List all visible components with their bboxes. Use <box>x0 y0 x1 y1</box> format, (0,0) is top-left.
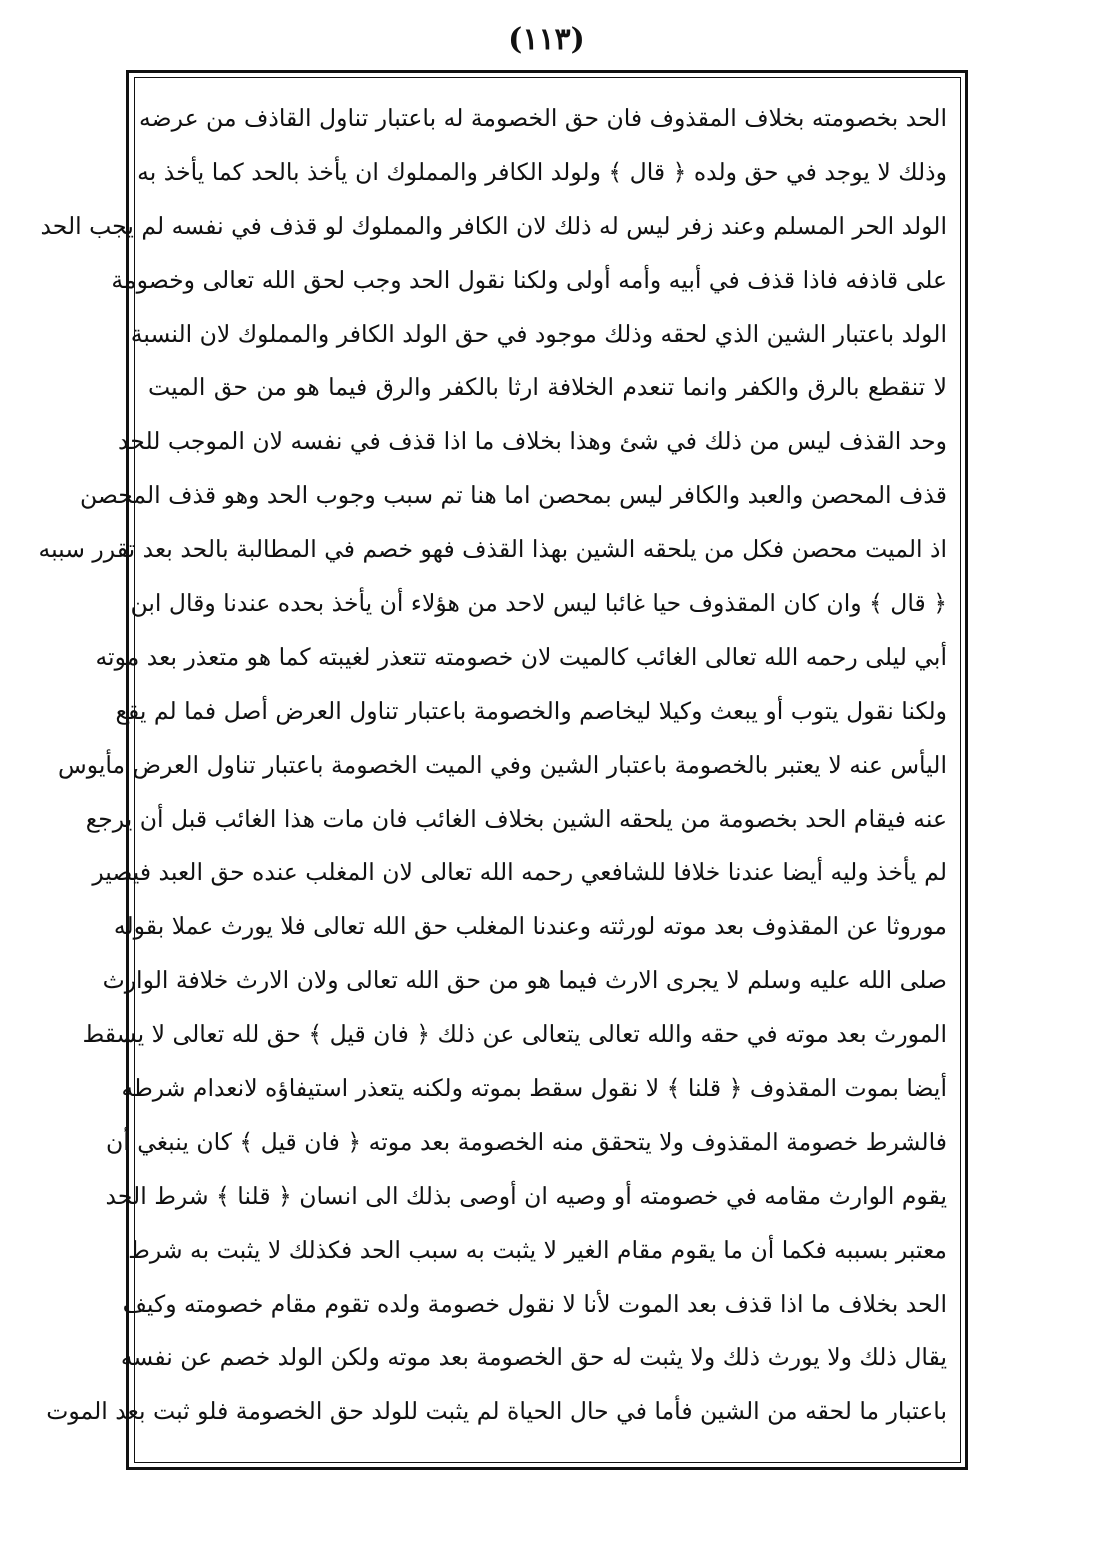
text-line: ﴿ قال ﴾ وان كان المقذوف حيا غائبا ليس لاحد من هؤلاء أن يأخذ بحده عندنا وقال ابن <box>130 589 947 618</box>
text-line: صلى الله عليه وسلم لا يجرى الارث فيما هو من حق الله تعالى ولان الارث خلافة الوارث <box>102 966 947 995</box>
text-line: عنه فيقام الحد بخصومة من يلحقه الشين بخلاف الغائب فان مات هذا الغائب قبل أن يرجع <box>85 804 947 833</box>
text-line: المورث بعد موته في حقه والله تعالى يتعالى عن ذلك ﴿ فان قيل ﴾ حق لله تعالى لا يسقط <box>82 1020 947 1049</box>
text-line: باعتبار ما لحقه من الشين فأما في حال الحياة لم يثبت للولد حق الخصومة فلو ثبت بعد الموت <box>46 1397 947 1426</box>
text-line: وذلك لا يوجد في حق ولده ﴿ قال ﴾ ولولد الكافر والمملوك ان يأخذ بالحد كما يأخذ به <box>137 157 947 186</box>
text-line: لا تنقطع بالرق والكفر وانما تنعدم الخلافة ارثا بالكفر والرق فيما هو من حق الميت <box>148 373 947 402</box>
text-line: على قاذفه فاذا قذف في أبيه وأمه أولى ولكنا نقول الحد وجب لحق الله تعالى وخصومة <box>111 265 947 294</box>
text-line: الحد بخلاف ما اذا قذف بعد الموت لأنا لا نقول خصومة ولده تقوم مقام خصومته وكيف <box>122 1289 947 1318</box>
text-line: فالشرط خصومة المقذوف ولا يتحقق منه الخصومة بعد موته ﴿ فان قيل ﴾ كان ينبغي أن <box>105 1127 947 1156</box>
text-line: معتبر بسببه فكما أن ما يقوم مقام الغير لا يثبت به سبب الحد فكذلك لا يثبت به شرط <box>128 1235 947 1264</box>
text-line: يقال ذلك ولا يورث ذلك ولا يثبت له حق الخصومة بعد موته ولكن الولد خصم عن نفسه <box>120 1343 947 1372</box>
text-line: لم يأخذ وليه أيضا عندنا خلافا للشافعي رحمه الله تعالى لان المغلب عنده حق العبد فيصير <box>92 858 947 887</box>
text-line: أبي ليلى رحمه الله تعالى الغائب كالميت لان خصومته تتعذر لغيبته كما هو متعذر بعد موته <box>95 642 947 671</box>
text-line: اليأس عنه لا يعتبر بالخصومة باعتبار الشين وفي الميت الخصومة باعتبار تناول العرض مأيوس <box>58 750 947 779</box>
page-number: (١١٣) <box>508 22 585 57</box>
text-line: وحد القذف ليس من ذلك في شئ وهذا بخلاف ما اذا قذف في نفسه لان الموجب للحد <box>117 427 947 456</box>
main-text-block <box>38 92 947 1439</box>
text-line: يقوم الوارث مقامه في خصومته أو وصيه ان أوصى بذلك الى انسان ﴿ قلنا ﴾ شرط الحد <box>105 1181 947 1210</box>
text-line: الحد بخصومته بخلاف المقذوف فان حق الخصومة له باعتبار تناول القاذف من عرضه <box>139 104 947 132</box>
text-line: الولد الحر المسلم وعند زفر ليس له ذلك لان الكافر والمملوك لو قذف في نفسه لم يجب الحد <box>40 211 947 240</box>
text-line: اذ الميت محصن فكل من يلحقه الشين بهذا القذف فهو خصم في المطالبة بالحد بعد تقرر سببه <box>38 535 947 564</box>
text-line: ولكنا نقول يتوب أو يبعث وكيلا ليخاصم والخصومة باعتبار تناول العرض أصل فما لم يقع <box>115 696 947 725</box>
text-line: قذف المحصن والعبد والكافر ليس بمحصن اما هنا تم سبب وجوب الحد وهو قذف المحصن <box>80 481 947 510</box>
text-line: أيضا بموت المقذوف ﴿ قلنا ﴾ لا نقول سقط بموته ولكنه يتعذر استيفاؤه لانعدام شرطه <box>121 1074 947 1103</box>
text-line: موروثا عن المقذوف بعد موته لورثته وعندنا المغلب حق الله تعالى فلا يورث عملا بقوله <box>113 912 947 941</box>
text-line: الولد باعتبار الشين الذي لحقه وذلك موجود في حق الولد الكافر والمملوك لان النسبة <box>130 319 947 348</box>
